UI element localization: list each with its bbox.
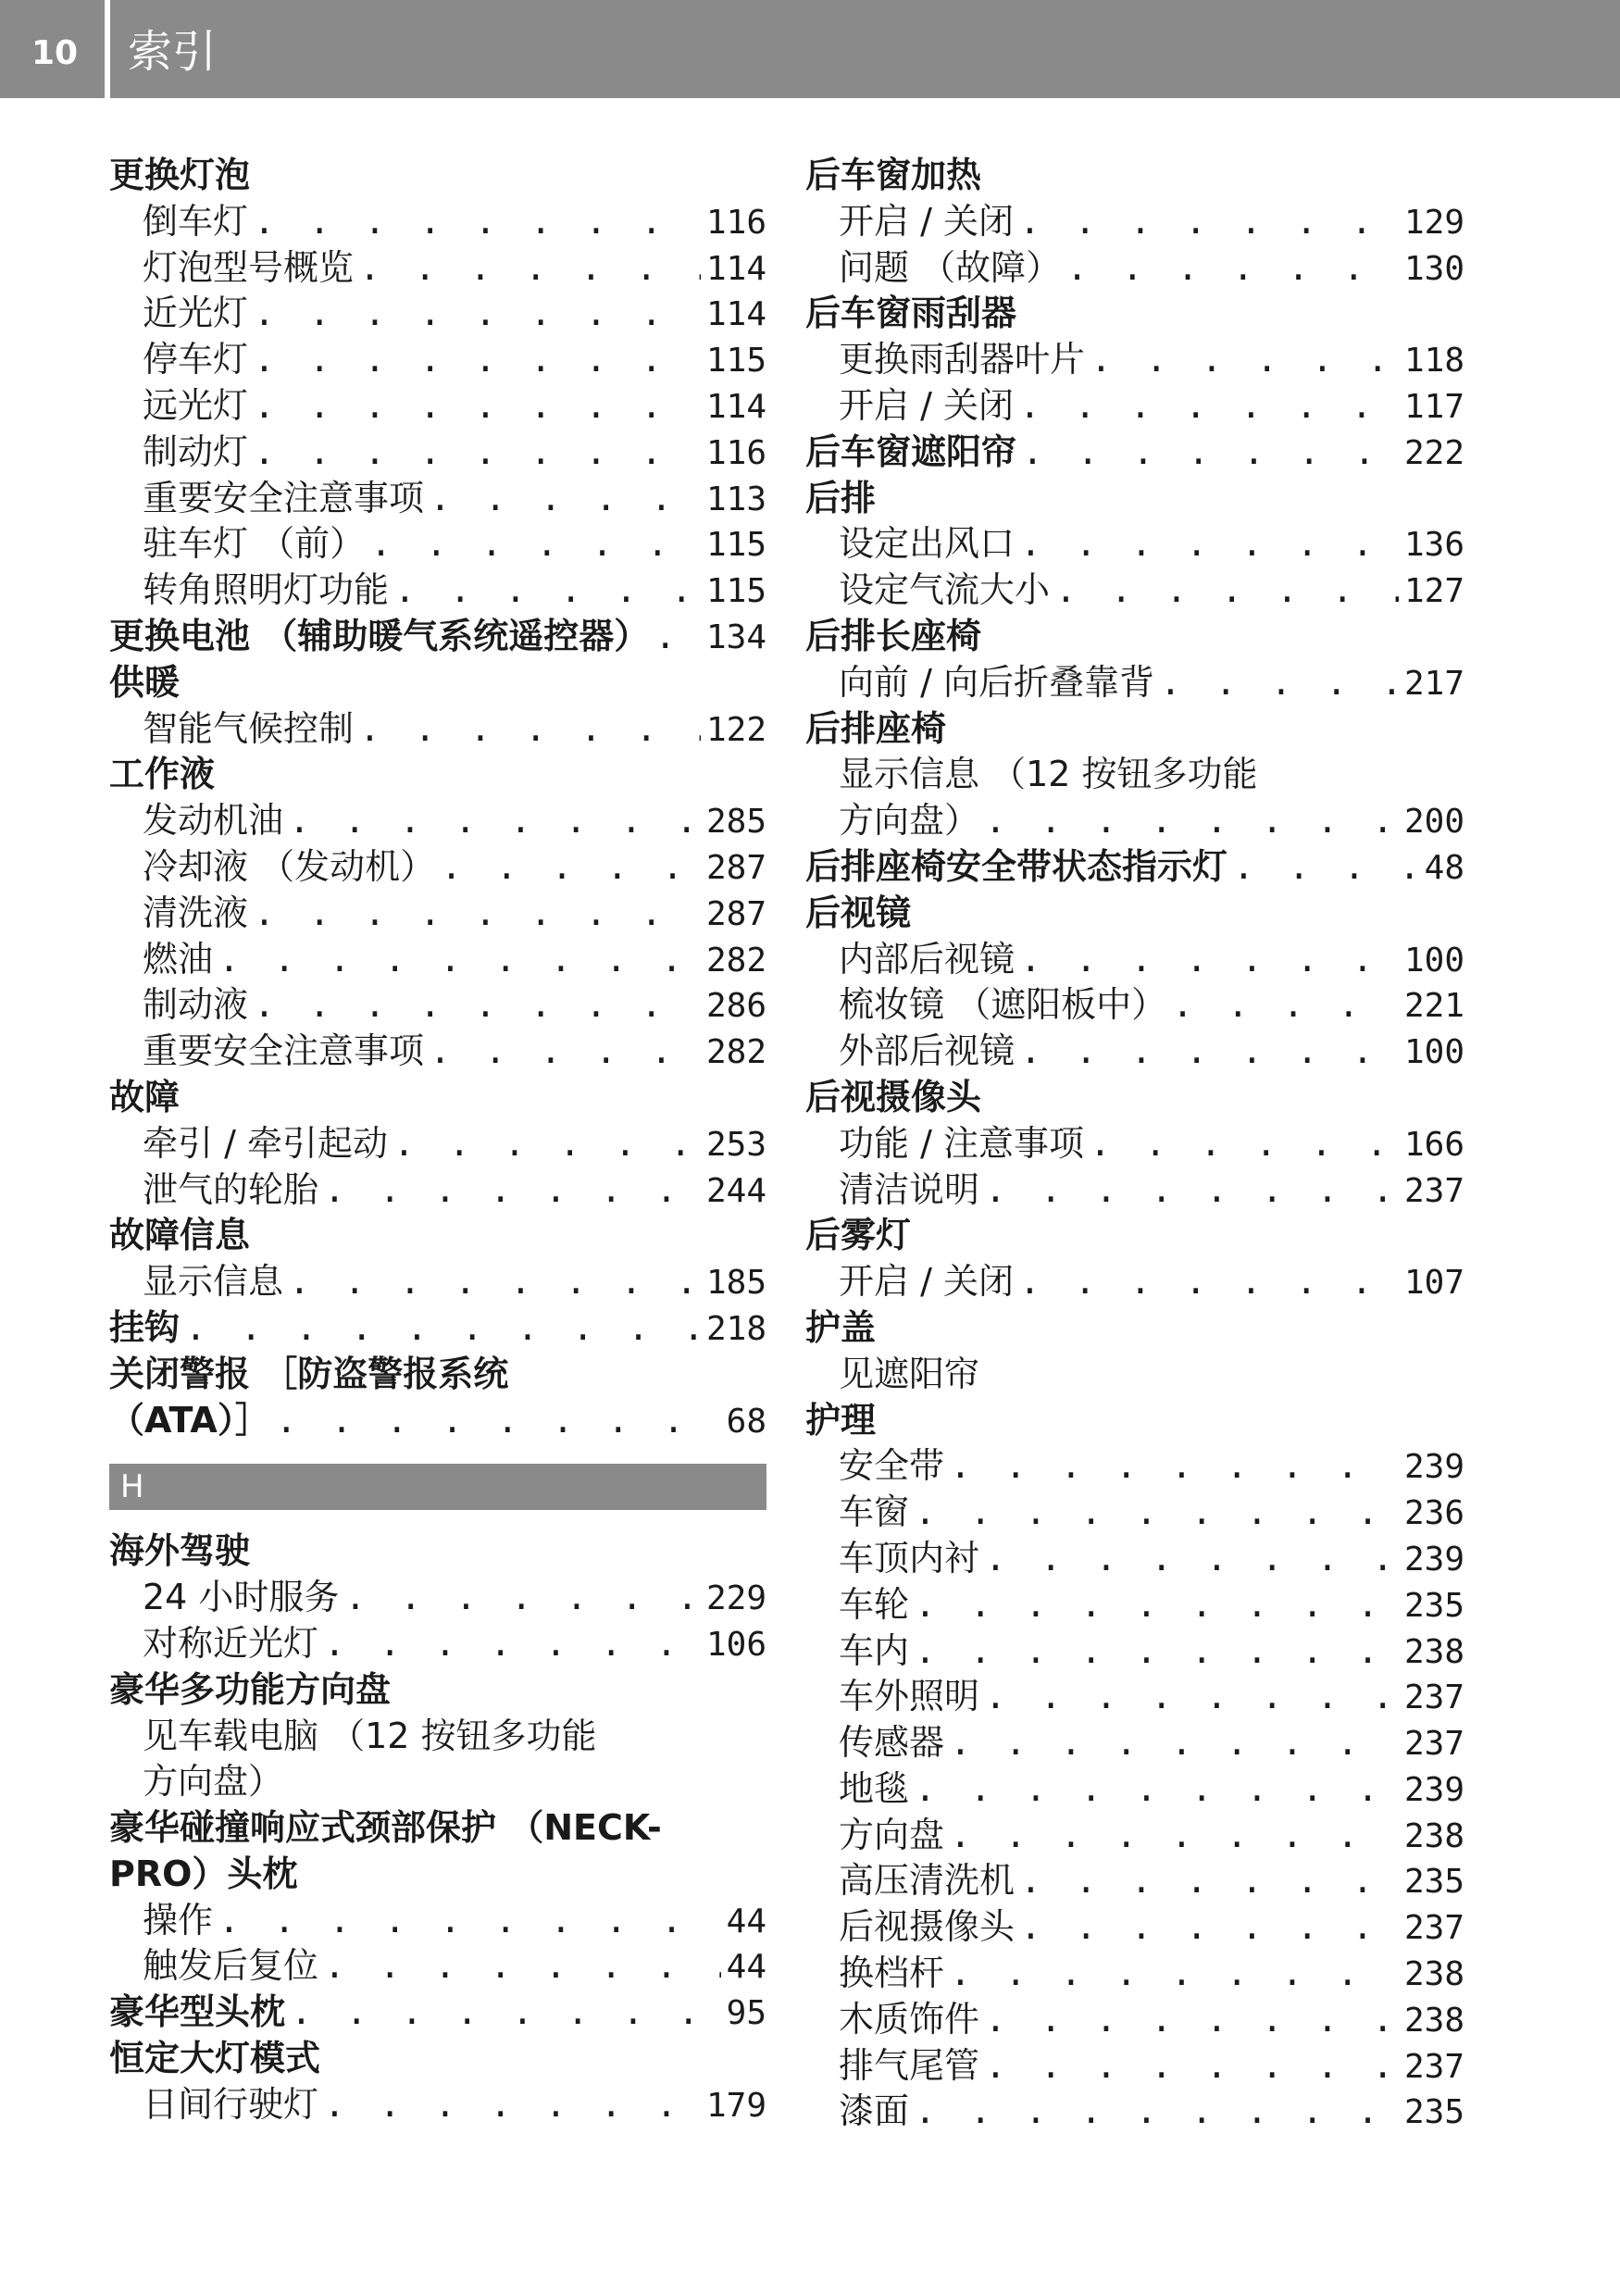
index-entry [109, 1352, 766, 1398]
entry-label: 后车窗加热 [805, 155, 982, 195]
index-subentry [109, 430, 766, 476]
index-entry [109, 153, 766, 199]
index-subentry [109, 1259, 766, 1305]
entry-label: 更换雨刮器叶片 [839, 339, 1086, 381]
page-reference: 282 [705, 1033, 766, 1072]
index-entry [805, 1398, 1464, 1444]
index-entry [805, 153, 1464, 199]
dot-leader [324, 1167, 701, 1214]
index-subentry [109, 1759, 766, 1805]
entry-label: 木质饰件 [839, 1998, 980, 2040]
dot-leader [1055, 568, 1399, 614]
entry-label: 内部后视镜 [839, 938, 1016, 980]
page-reference: 244 [705, 1171, 766, 1210]
entry-label: 日间行驶灯 [143, 2083, 319, 2125]
dot-leader [218, 1898, 721, 1944]
page-reference: 238 [1403, 1632, 1464, 1671]
entry-label: 冷却液 （发动机） [143, 845, 436, 887]
dot-leader [1022, 430, 1399, 476]
entry-label: 工作液 [109, 754, 216, 795]
entry-label: 智能气候控制 [143, 707, 355, 749]
index-subentry [805, 1536, 1464, 1582]
dot-leader [985, 2043, 1399, 2090]
entry-label: 设定出风口 [839, 523, 1016, 565]
index-subentry [805, 245, 1464, 292]
page-reference: 122 [705, 710, 766, 749]
index-entry [109, 752, 766, 798]
entry-label: 豪华碰撞响应式颈部保护 （NECK- [109, 1807, 662, 1849]
dot-leader [1172, 982, 1399, 1029]
page-reference: 235 [1403, 1586, 1464, 1625]
index-subentry [805, 1582, 1464, 1628]
dot-leader [441, 844, 701, 891]
page-reference: 136 [1403, 526, 1464, 565]
dot-leader [394, 568, 701, 614]
entry-label: 护盖 [805, 1306, 877, 1348]
index-subentry [109, 937, 766, 983]
entry-label: 关闭警报 ［防盗警报系统 [109, 1353, 509, 1394]
entry-label: 供暖 [109, 661, 181, 703]
index-subentry [109, 2082, 766, 2128]
entry-label: 后雾灯 [805, 1215, 912, 1256]
dot-leader [985, 1167, 1399, 1214]
page-reference: 287 [705, 848, 766, 887]
entry-label: 后排座椅 [805, 707, 947, 749]
entry-label: 后排座椅安全带状态指示灯 [805, 845, 1228, 887]
index-subentry [109, 706, 766, 753]
page-reference: 179 [705, 2086, 766, 2125]
entry-label: 向前 / 向后折叠靠背 [839, 661, 1154, 703]
entry-label: 后车窗遮阳帘 [805, 430, 1017, 472]
entry-label: 换档杆 [839, 1953, 945, 1994]
dot-leader [915, 1766, 1399, 1813]
index-entry [805, 891, 1464, 937]
entry-label: 外部后视镜 [839, 1030, 1016, 1072]
index-subentry [805, 937, 1464, 983]
page-reference: 238 [1403, 1955, 1464, 1994]
index-entry [109, 1305, 766, 1352]
dot-leader [344, 1575, 701, 1621]
entry-label: 故障 [109, 1076, 181, 1117]
index-subentry [805, 1443, 1464, 1490]
index-entry [109, 1398, 766, 1444]
dot-leader [950, 1813, 1399, 1859]
entry-label: 清洁说明 [839, 1168, 980, 1210]
page-reference: 100 [1403, 1033, 1464, 1072]
page-reference: 218 [705, 1309, 766, 1348]
entry-label: 车内 [839, 1629, 910, 1671]
entry-label: 护理 [805, 1399, 877, 1441]
index-subentry [805, 1352, 1464, 1398]
index-entry [109, 1805, 766, 1852]
page-reference: 287 [705, 894, 766, 933]
entry-label: 更换电池 （辅助暖气系统遥控器） [109, 615, 650, 656]
entry-label: 24 小时服务 [143, 1577, 340, 1618]
entry-label: 梳妆镜 （遮阳板中） [839, 984, 1167, 1026]
dot-leader [1233, 844, 1419, 891]
entry-label: 后排长座椅 [805, 615, 982, 656]
index-subentry [109, 521, 766, 568]
page-reference: 44 [726, 1948, 766, 1987]
page-reference: 237 [1403, 2047, 1464, 2086]
page-reference: 236 [1403, 1494, 1464, 1533]
page-reference: 100 [1403, 941, 1464, 980]
page-reference: 114 [705, 387, 766, 426]
index-entry [805, 1075, 1464, 1121]
dot-leader [324, 2082, 701, 2128]
dot-leader [1020, 521, 1399, 568]
page-reference: 114 [705, 249, 766, 288]
index-subentry [805, 568, 1464, 614]
index-subentry [805, 1029, 1464, 1075]
index-subentry [805, 1628, 1464, 1675]
page-reference: 238 [1403, 2001, 1464, 2040]
dot-leader [654, 614, 701, 660]
index-subentry [805, 1674, 1464, 1720]
index-subentry [805, 982, 1464, 1029]
index-subentry [109, 568, 766, 614]
index-entry [109, 1990, 766, 2036]
entry-label: 显示信息 （12 按钮多功能 [839, 754, 1258, 795]
index-subentry [109, 337, 766, 383]
page-reference: 68 [726, 1402, 766, 1441]
index-entry [109, 1667, 766, 1714]
index-entry [805, 844, 1464, 891]
index-subentry [109, 1029, 766, 1075]
dot-leader [950, 1443, 1399, 1490]
page-reference: 44 [726, 1902, 766, 1940]
index-subentry [805, 2089, 1464, 2135]
index-subentry [805, 2043, 1464, 2090]
entry-label: 设定气流大小 [839, 569, 1051, 611]
dot-leader [185, 1305, 701, 1352]
entry-label: 发动机油 [143, 800, 284, 842]
page-reference: 237 [1403, 1725, 1464, 1764]
index-entry [109, 1852, 766, 1898]
entry-label: 显示信息 [143, 1261, 284, 1303]
entry-label: 转角照明灯功能 [143, 569, 390, 611]
entry-label: 安全带 [839, 1445, 945, 1487]
page-reference: 235 [1403, 2093, 1464, 2132]
dot-leader [985, 1674, 1399, 1720]
entry-label: 触发后复位 [143, 1945, 319, 1987]
index-subentry [109, 844, 766, 891]
dot-leader [254, 337, 701, 383]
dot-leader [950, 1720, 1399, 1766]
index-entry [805, 291, 1464, 337]
dot-leader [1020, 1904, 1399, 1951]
page-reference: 237 [1403, 1678, 1464, 1717]
entry-label: 车窗 [839, 1491, 910, 1533]
index-subentry [109, 291, 766, 337]
entry-label: 制动液 [143, 984, 249, 1026]
page-reference: 253 [705, 1125, 766, 1164]
entry-label: 清洗液 [143, 892, 249, 933]
index-entry [109, 2036, 766, 2082]
dot-leader [1019, 1259, 1399, 1305]
index-subentry [805, 383, 1464, 430]
entry-label: 泄气的轮胎 [143, 1168, 319, 1210]
page-reference: 239 [1403, 1540, 1464, 1578]
index-subentry [109, 891, 766, 937]
index-subentry [805, 660, 1464, 706]
dot-leader [324, 1621, 701, 1667]
index-entry [805, 614, 1464, 660]
index-subentry [109, 798, 766, 844]
index-entry [805, 476, 1464, 522]
index-subentry [109, 1621, 766, 1667]
index-subentry [109, 1167, 766, 1214]
page-reference: 285 [705, 803, 766, 842]
index-subentry [109, 199, 766, 245]
index-column-left [109, 153, 766, 2128]
index-column-right [805, 153, 1464, 2135]
dot-leader [1090, 1121, 1399, 1167]
page-reference: 115 [705, 572, 766, 611]
dot-leader [1066, 245, 1399, 292]
dot-leader [1019, 383, 1399, 430]
entry-label: 豪华型头枕 [109, 1991, 286, 2033]
index-entry [805, 430, 1464, 476]
dot-leader [289, 798, 701, 844]
index-subentry [805, 752, 1464, 798]
dot-leader [915, 1490, 1399, 1536]
index-subentry [805, 1766, 1464, 1813]
index-entry [109, 1213, 766, 1259]
entry-label: 问题 （故障） [839, 246, 1062, 288]
dot-leader [254, 383, 701, 430]
page-reference: 115 [705, 526, 766, 565]
entry-label: 高压清洗机 [839, 1860, 1016, 1902]
entry-label: 车轮 [839, 1583, 910, 1625]
page-reference: 237 [1403, 1909, 1464, 1948]
entry-label: 制动灯 [143, 430, 249, 472]
index-subentry [805, 199, 1464, 245]
index-subentry [805, 1813, 1464, 1859]
page-reference: 130 [1403, 249, 1464, 288]
entry-label: 方向盘） [143, 1761, 284, 1803]
entry-label: 灯泡型号概览 [143, 246, 355, 288]
page-header [0, 0, 1620, 98]
page-reference: 286 [705, 987, 766, 1026]
index-subentry [109, 1575, 766, 1621]
section-header [109, 1464, 766, 1510]
index-subentry [805, 1121, 1464, 1167]
index-subentry [805, 798, 1464, 844]
page-reference: 235 [1403, 1863, 1464, 1902]
dot-leader [1020, 1858, 1399, 1904]
page-reference: 185 [705, 1264, 766, 1303]
entry-label: 牵引 / 牵引起动 [143, 1122, 388, 1164]
entry-label: 开启 / 关闭 [839, 384, 1014, 426]
dot-leader [254, 982, 701, 1029]
dot-leader [1090, 337, 1399, 383]
page-reference: 166 [1403, 1125, 1464, 1164]
page-reference: 222 [1403, 433, 1464, 472]
dot-leader [950, 1951, 1399, 1997]
page-reference: 117 [1403, 387, 1464, 426]
index-entry [109, 1529, 766, 1575]
entry-label: 见遮阳帘 [839, 1353, 980, 1394]
entry-label: 后视摄像头 [839, 1906, 1016, 1948]
page-reference: 239 [1403, 1448, 1464, 1487]
entry-label: 恒定大灯模式 [109, 2038, 321, 2079]
dot-leader [393, 1121, 701, 1167]
dot-leader [1020, 937, 1399, 983]
dot-leader [254, 891, 701, 937]
page-reference: 221 [1403, 987, 1464, 1026]
index-subentry [109, 982, 766, 1029]
entry-label: 操作 [143, 1899, 214, 1940]
index-subentry [805, 1858, 1464, 1904]
page-reference: 116 [705, 433, 766, 472]
entry-label: 对称近光灯 [143, 1622, 319, 1664]
dot-leader [915, 1628, 1399, 1675]
index-entry [805, 1305, 1464, 1352]
index-subentry [109, 476, 766, 522]
dot-leader [985, 798, 1399, 844]
dot-leader [430, 1029, 701, 1075]
index-subentry [805, 1167, 1464, 1214]
index-subentry [109, 1714, 766, 1760]
entry-label: 方向盘 [839, 1814, 945, 1855]
entry-label: （ATA）］ [109, 1399, 270, 1441]
index-subentry [805, 1490, 1464, 1536]
entry-label: 方向盘） [839, 800, 980, 842]
index-subentry [805, 1997, 1464, 2043]
index-entry [109, 1075, 766, 1121]
page-reference: 134 [705, 618, 766, 656]
page-reference: 114 [705, 295, 766, 334]
entry-label: 车外照明 [839, 1676, 980, 1717]
dot-leader [324, 1943, 721, 1990]
entry-label: 地毯 [839, 1767, 910, 1809]
dot-leader [985, 1536, 1399, 1582]
index-subentry [109, 245, 766, 292]
entry-label: 驻车灯 （前） [143, 523, 366, 565]
index-entry [109, 660, 766, 706]
entry-label: 重要安全注意事项 [143, 477, 425, 518]
index-entry [805, 1213, 1464, 1259]
entry-label: 传感器 [839, 1722, 945, 1764]
page-reference: 229 [705, 1579, 766, 1618]
page-reference: 239 [1403, 1770, 1464, 1809]
dot-leader [218, 937, 701, 983]
dot-leader [985, 1997, 1399, 2043]
index-entry [109, 614, 766, 660]
entry-label: 更换灯泡 [109, 155, 251, 195]
entry-label: 开启 / 关闭 [839, 1261, 1014, 1303]
index-entry [805, 706, 1464, 753]
page-reference: 118 [1403, 342, 1464, 381]
index-subentry [109, 383, 766, 430]
entry-label: 故障信息 [109, 1215, 251, 1256]
header-divider [105, 0, 110, 98]
entry-label: 燃油 [143, 938, 214, 980]
index-subentry [805, 1904, 1464, 1951]
page-reference: 129 [1403, 203, 1464, 242]
dot-leader [291, 1990, 721, 2036]
entry-label: 远光灯 [143, 384, 249, 426]
page-reference: 106 [705, 1625, 766, 1664]
page-reference: 200 [1403, 803, 1464, 842]
page-reference: 115 [705, 342, 766, 381]
page-reference: 237 [1403, 1171, 1464, 1210]
index-subentry [805, 337, 1464, 383]
page-number: 10 [31, 34, 79, 72]
index-subentry [805, 1259, 1464, 1305]
dot-leader [430, 476, 701, 522]
entry-label: 后车窗雨刮器 [805, 293, 1017, 334]
index-subentry [805, 1951, 1464, 1997]
page-reference: 127 [1403, 572, 1464, 611]
dot-leader [254, 291, 701, 337]
page-reference: 107 [1403, 1264, 1464, 1303]
dot-leader [359, 245, 701, 292]
entry-label: 后视镜 [805, 892, 912, 933]
entry-label: 功能 / 注意事项 [839, 1122, 1084, 1164]
dot-leader [254, 199, 701, 245]
dot-leader [289, 1259, 701, 1305]
entry-label: 开启 / 关闭 [839, 200, 1014, 242]
dot-leader [370, 521, 701, 568]
entry-label: 重要安全注意事项 [143, 1030, 425, 1072]
entry-label: 海外驾驶 [109, 1530, 251, 1572]
dot-leader [254, 430, 701, 476]
page-title: 索引 [128, 26, 218, 78]
page-reference: 48 [1424, 848, 1464, 887]
entry-label: 后排 [805, 477, 877, 518]
index-subentry [805, 1720, 1464, 1766]
page-reference: 116 [705, 203, 766, 242]
entry-label: 停车灯 [143, 339, 249, 381]
entry-label: PRO）头枕 [109, 1853, 298, 1894]
page-reference: 238 [1403, 1816, 1464, 1855]
index-subentry [109, 1898, 766, 1944]
entry-label: 倒车灯 [143, 200, 249, 242]
index-subentry [805, 521, 1464, 568]
dot-leader [359, 706, 701, 753]
entry-label: 漆面 [839, 2090, 910, 2132]
entry-label: 排气尾管 [839, 2044, 980, 2086]
section-letter: H [120, 1468, 144, 1506]
dot-leader [1019, 199, 1399, 245]
entry-label: 近光灯 [143, 293, 249, 334]
entry-label: 后视摄像头 [805, 1076, 982, 1117]
entry-label: 见车载电脑 （12 按钮多功能 [143, 1715, 597, 1756]
dot-leader [1160, 660, 1399, 706]
page-reference: 282 [705, 941, 766, 980]
entry-label: 车顶内衬 [839, 1537, 980, 1578]
page-reference: 95 [726, 1994, 766, 2033]
dot-leader [276, 1398, 721, 1444]
page-reference: 113 [705, 480, 766, 518]
dot-leader [915, 2089, 1399, 2135]
index-subentry [109, 1943, 766, 1990]
page-reference: 217 [1403, 664, 1464, 703]
index-subentry [109, 1121, 766, 1167]
entry-label: 挂钩 [109, 1306, 181, 1348]
dot-leader [1020, 1029, 1399, 1075]
entry-label: 豪华多功能方向盘 [109, 1668, 392, 1710]
dot-leader [915, 1582, 1399, 1628]
